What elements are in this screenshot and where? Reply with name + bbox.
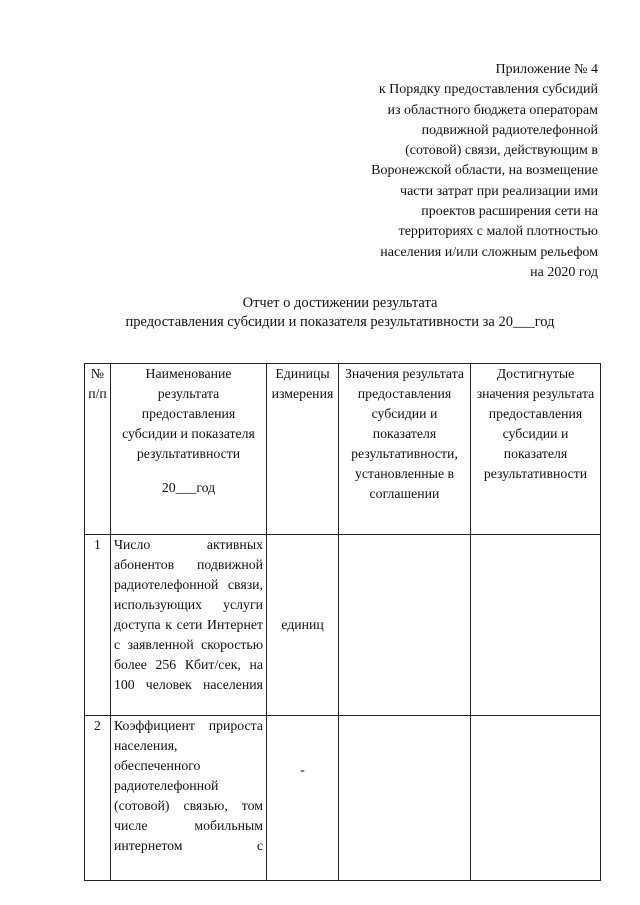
appendix-line: территориях с малой плотностью: [398, 224, 598, 240]
row-num: 1: [85, 535, 111, 716]
row-achieved-value: [471, 716, 601, 881]
row-planned-value: [339, 716, 471, 881]
appendix-line: населения и/или сложным рельефом: [380, 244, 598, 260]
report-title: [40, 294, 640, 332]
appendix-line: части затрат при реализации ими: [400, 183, 598, 199]
table-row: [85, 716, 601, 881]
report-title-line-2: предоставления субсидии и показателя результативности за 20___год: [125, 314, 555, 330]
appendix-header: [300, 60, 598, 283]
report-table: [84, 363, 601, 881]
appendix-line: Приложение № 4: [495, 62, 598, 77]
header-achieved: Достигнутые значения результата предоставления субсидии и показателя результативности: [471, 364, 601, 535]
appendix-line: Воронежской области, на возмещение: [371, 163, 598, 179]
table-header-row: [85, 364, 601, 535]
row-num: 2: [85, 716, 111, 881]
appendix-line: к Порядку предоставления субсидий: [378, 82, 598, 98]
row-name: Число активных абонентов подвижной радиотелефонной связи, использующих услуги доступа к сети Интернет с заявленной скоростью более 256 Кбит/сек, на 100 человек населения: [111, 535, 267, 716]
header-name: [111, 364, 267, 535]
row-unit: единиц: [267, 535, 339, 716]
header-planned: Значения результата предоставления субсидии и показателя результативности, установленные в соглашении: [339, 364, 471, 535]
row-unit: -: [267, 716, 339, 881]
appendix-line: (сотовой) связи, действующим в: [405, 143, 598, 159]
row-name: Коэффициент прироста населения, обеспеченного радиотелефонной (сотовой) связью, том числе мобильным интернетом с: [111, 716, 267, 881]
row-achieved-value: [471, 535, 601, 716]
header-num: № п/п: [85, 364, 111, 535]
report-title-line-1: Отчет о достижении результата: [242, 295, 438, 311]
header-name-text: Наименование результата предоставления субсидии и показателя результативности: [122, 366, 255, 461]
appendix-line: проектов расширения сети на: [421, 204, 598, 220]
appendix-line: из областного бюджета операторам: [387, 102, 598, 118]
header-unit: Единицы измерения: [267, 364, 339, 535]
row-planned-value: [339, 535, 471, 716]
header-name-year: 20___год: [161, 480, 216, 495]
appendix-line: на 2020 год: [530, 264, 598, 280]
appendix-line: подвижной радиотелефонной: [421, 122, 598, 138]
table-row: [85, 535, 601, 716]
